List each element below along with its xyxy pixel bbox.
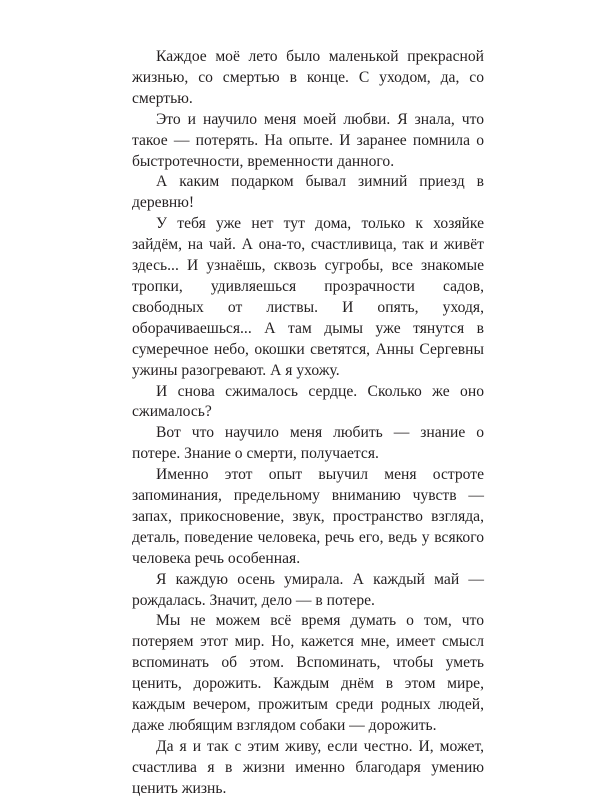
paragraph-1: Каждое моё лето было маленькой прекрасной жизнью, со смертью в конце. С уходом, да, со смертью.: [132, 48, 484, 107]
page-text: [132, 47, 484, 800]
paragraph-8: Я каждую осень умирала. А каждый май — рождалась. Значит, дело — в потере.: [132, 570, 484, 609]
paragraph-2: Это и научило меня моей любви. Я знала, что такое — потерять. На опыте. И заранее помнила о быстротечности, временности данного.: [132, 110, 484, 170]
paragraph-4: У тебя уже нет тут дома, только к хозяйке зайдём, на чай. А она-то, счастливица, так и живёт здесь... И узнаёшь, сквозь сугробы, все знакомые тропки, удивляешься прозрачности садов, свободных от листвы. И опять, уходя, оборачиваешься... А там дымы уже тянутся в сумеречное небо, окошки светятся, Анны Сергевны ужины разогревают. А я ухожу.: [132, 215, 484, 379]
paragraph-9: Мы не можем всё время думать о том, что потеряем этот мир. Но, кажется мне, имеет смысл вспоминать об этом. Вспоминать, чтобы уметь ценить, дорожить. Каждым днём в этом мире, каждым вечером, прожитым среди родных людей, даже любящим взглядом собаки — дорожить.: [132, 612, 484, 734]
paragraph-6: Вот что научило меня любить — знание о потере. Знание о смерти, получается.: [132, 424, 484, 463]
paragraph-5: И снова сжималось сердце. Сколько же оно сжималось?: [132, 382, 484, 421]
paragraph-3: А каким подарком бывал зимний приезд в деревню!: [132, 173, 484, 212]
paragraph-7: Именно этот опыт выучил меня остроте запоминания, предельному вниманию чувств — запах, прикосновение, звук, пространство взгляда, деталь, поведение человека, речь его, ведь у всякого человека речь особенная.: [132, 466, 484, 567]
paragraph-10: Да я и так с этим живу, если честно. И, может, счастлива я в жизни именно благодаря умению ценить жизнь.: [132, 737, 484, 797]
